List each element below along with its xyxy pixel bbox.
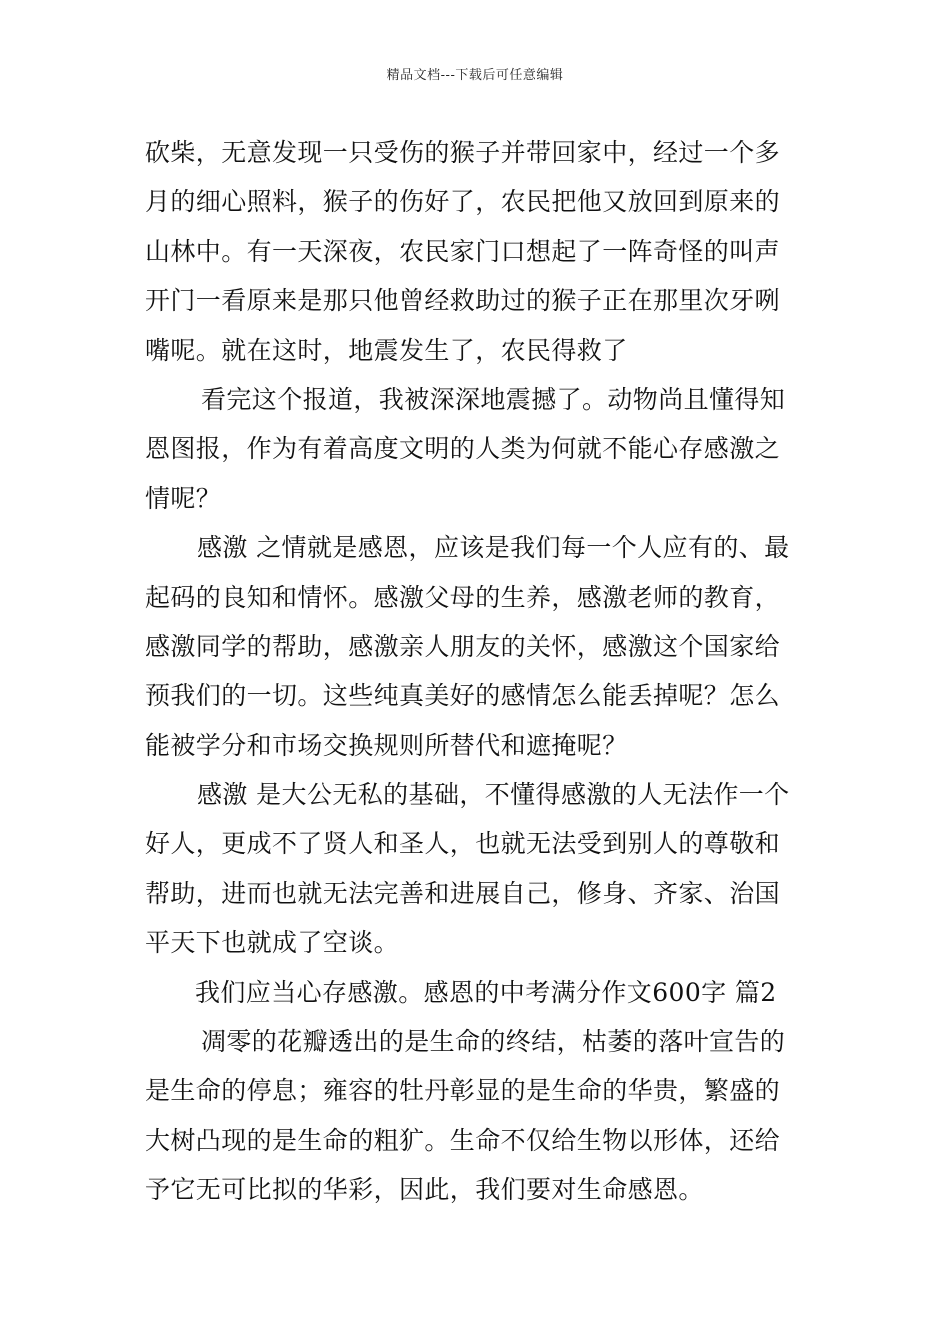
text-line: 感激同学的帮助，感激亲人朋友的关怀，感激这个国家给: [145, 631, 781, 661]
text-line: 情呢？: [145, 483, 222, 513]
document-body: [145, 128, 811, 1215]
text-line: 山林中。有一天深夜，农民家门口想起了一阵奇怪的叫声: [145, 236, 781, 266]
text-line: 感激 之情就是感恩，应该是我们每一个人应有的、最: [197, 533, 790, 563]
text-line: 月的细心照料，猴子的伤好了，农民把他又放回到原来的: [145, 187, 781, 217]
text-line: 帮助，进而也就无法完善和进展自己，修身、齐家、治国: [145, 878, 781, 908]
text-line: 起码的良知和情怀。感激父母的生养，感激老师的教育，: [145, 582, 781, 612]
text-line: 凋零的花瓣透出的是生命的终结，枯萎的落叶宣告的: [201, 1027, 786, 1057]
text-line: 看完这个报道，我被深深地震撼了。动物尚且懂得知: [201, 384, 786, 414]
text-line: 好人，更成不了贤人和圣人，也就无法受到别人的尊敬和: [145, 829, 781, 859]
section-heading: 我们应当心存感激。感恩的中考满分作文600字 篇2: [195, 977, 777, 1007]
text-line: 予它无可比拟的华彩，因此，我们要对生命感恩。: [145, 1175, 704, 1205]
text-line: 嘴呢。就在这时，地震发生了，农民得救了: [145, 335, 628, 365]
text-line: 开门一看原来是那只他曾经救助过的猴子正在那里次牙咧: [145, 286, 781, 316]
text-line: 感激 是大公无私的基础，不懂得感激的人无法作一个: [197, 780, 790, 810]
text-line: 平天下也就成了空谈。: [145, 928, 400, 958]
text-line: 砍柴，无意发现一只受伤的猴子并带回家中，经过一个多: [145, 138, 781, 167]
text-line: 大树凸现的是生命的粗犷。生命不仅给生物以形体，还给: [145, 1125, 781, 1155]
text-line: 能被学分和市场交换规则所替代和遮掩呢？: [145, 730, 628, 760]
text-line: 恩图报，作为有着高度文明的人类为何就不能心存感激之: [145, 434, 781, 464]
text-line: 预我们的一切。这些纯真美好的感情怎么能丢掉呢？怎么: [145, 681, 781, 711]
text-line: 是生命的停息；雍容的牡丹彰显的是生命的华贵，繁盛的: [145, 1076, 781, 1106]
page-header: 精品文档---下载后可任意编辑: [386, 68, 564, 83]
